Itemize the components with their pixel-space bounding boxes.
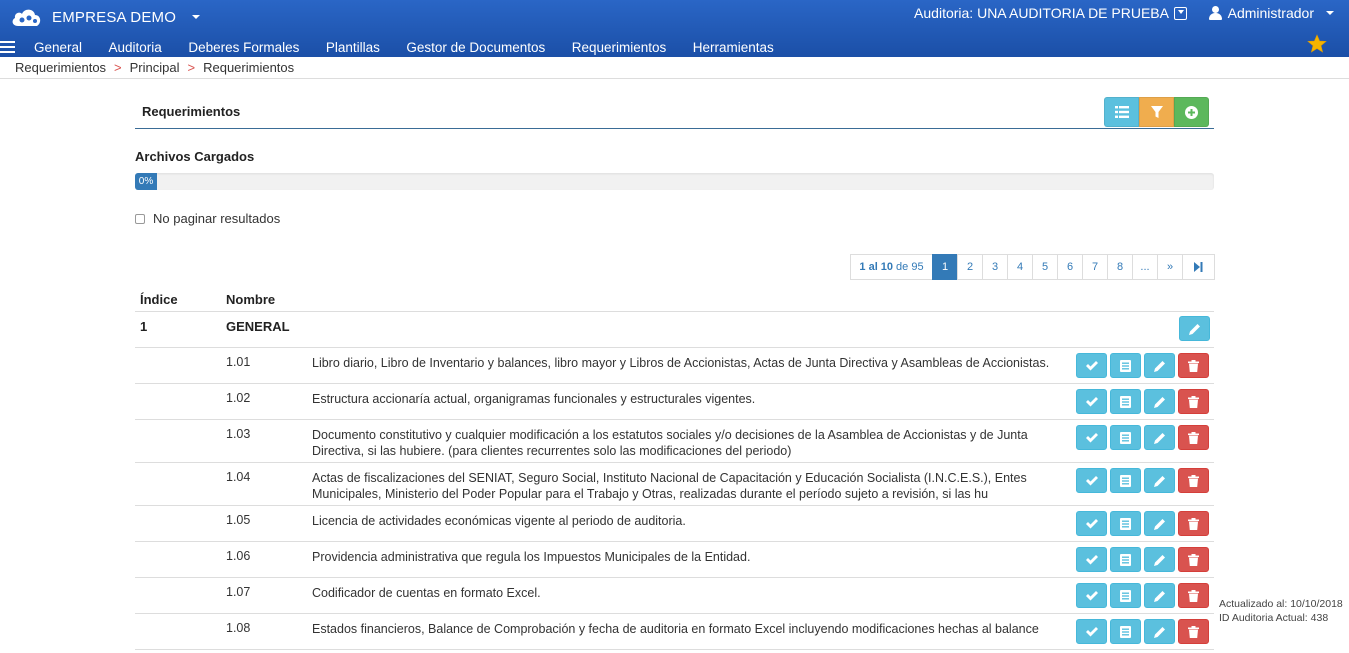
table-row — [135, 578, 1214, 614]
group-index: 1 — [140, 319, 148, 334]
table-row — [135, 614, 1214, 650]
column-header-name: Nombre — [226, 292, 276, 307]
delete-button[interactable] — [1178, 619, 1209, 644]
page-button[interactable]: 2 — [957, 254, 983, 280]
document-list-icon — [1120, 475, 1131, 487]
edit-button[interactable] — [1144, 353, 1175, 378]
delete-button[interactable] — [1178, 389, 1209, 414]
check-icon — [1086, 433, 1098, 443]
pencil-icon — [1154, 432, 1166, 444]
user-icon — [1209, 6, 1222, 20]
row-actions — [1076, 389, 1209, 414]
page-ellipsis[interactable]: ... — [1132, 254, 1158, 280]
edit-button[interactable] — [1144, 425, 1175, 450]
user-menu[interactable] — [1209, 5, 1334, 21]
document-list-icon — [1120, 432, 1131, 444]
table-row — [135, 506, 1214, 542]
check-icon — [1086, 627, 1098, 637]
audit-id: ID Auditoria Actual: 438 — [1219, 612, 1329, 624]
page-button[interactable]: 7 — [1082, 254, 1108, 280]
row-index: 1.06 — [226, 549, 251, 563]
trash-icon — [1188, 626, 1199, 638]
chevron-down-icon — [192, 15, 200, 19]
footer-info — [1219, 597, 1343, 625]
nav-item-deberes-formales[interactable]: Deberes Formales — [188, 39, 300, 55]
document-list-icon — [1120, 590, 1131, 602]
filter-icon — [1151, 106, 1163, 119]
details-button[interactable] — [1110, 619, 1141, 644]
row-description: Libro diario, Libro de Inventario y balances, libro mayor y Libros de Accionistas, Actas de Junta Directiva y Asambleas de Accionistas. — [312, 356, 1050, 370]
edit-group-button[interactable] — [1179, 316, 1210, 341]
pencil-icon — [1154, 396, 1166, 408]
row-index: 1.02 — [226, 391, 251, 405]
table-row — [135, 542, 1214, 578]
document-list-icon — [1120, 554, 1131, 566]
nav-item-auditoria[interactable]: Auditoria — [108, 39, 162, 55]
top-navbar — [0, 0, 1349, 57]
favorite-star-icon[interactable] — [1307, 34, 1327, 54]
chevron-down-icon — [1326, 11, 1334, 15]
pagination — [851, 254, 1215, 280]
menu-icon[interactable] — [0, 41, 15, 53]
pencil-icon — [1154, 554, 1166, 566]
pagination-range: 1 al 10 — [859, 261, 894, 273]
delete-button[interactable] — [1178, 511, 1209, 536]
plus-circle-icon — [1185, 106, 1198, 119]
delete-button[interactable] — [1178, 425, 1209, 450]
pencil-icon — [1154, 518, 1166, 530]
list-icon — [1115, 106, 1129, 118]
table-row — [135, 348, 1214, 384]
approve-button[interactable] — [1076, 583, 1107, 608]
panel-title: Requerimientos — [142, 104, 241, 119]
audit-selector[interactable] — [914, 5, 1187, 21]
details-button[interactable] — [1110, 511, 1141, 536]
row-actions — [1076, 425, 1209, 450]
trash-icon — [1188, 518, 1199, 530]
row-index: 1.03 — [226, 427, 251, 441]
approve-button[interactable] — [1076, 425, 1107, 450]
row-actions — [1076, 547, 1209, 572]
no-paginate-checkbox[interactable] — [135, 214, 145, 224]
trash-icon — [1188, 590, 1199, 602]
last-page-button[interactable] — [1182, 254, 1215, 280]
details-button[interactable] — [1110, 468, 1141, 493]
nav-item-requerimientos[interactable]: Requerimientos — [571, 39, 667, 55]
details-button[interactable] — [1110, 425, 1141, 450]
page-button[interactable]: 8 — [1107, 254, 1133, 280]
table-row — [135, 384, 1214, 420]
nav-item-gestor-documentos[interactable]: Gestor de Documentos — [406, 39, 546, 55]
row-actions — [1076, 619, 1209, 644]
uploaded-files-label: Archivos Cargados — [135, 149, 255, 164]
check-icon — [1086, 519, 1098, 529]
nav-item-herramientas[interactable]: Herramientas — [692, 39, 774, 55]
user-name: Administrador — [1227, 5, 1314, 21]
list-view-button[interactable] — [1104, 97, 1139, 127]
check-icon — [1086, 476, 1098, 486]
edit-button[interactable] — [1144, 547, 1175, 572]
panel-divider — [135, 128, 1214, 129]
pencil-icon — [1154, 360, 1166, 372]
updated-date: Actualizado al: 10/10/2018 — [1219, 598, 1343, 610]
row-index: 1.01 — [226, 355, 251, 369]
page-button[interactable]: 4 — [1007, 254, 1033, 280]
pencil-icon — [1154, 590, 1166, 602]
breadcrumb-item-current: Requerimientos — [203, 60, 295, 75]
audit-label: Auditoria: UNA AUDITORIA DE PRUEBA — [914, 5, 1169, 21]
group-name: GENERAL — [226, 319, 290, 334]
delete-button[interactable] — [1178, 547, 1209, 572]
check-icon — [1086, 591, 1098, 601]
no-paginate-label: No paginar resultados — [153, 211, 281, 226]
row-description: Licencia de actividades económicas vigente al periodo de auditoria. — [312, 514, 686, 528]
row-actions — [1076, 583, 1209, 608]
delete-button[interactable] — [1178, 468, 1209, 493]
approve-button[interactable] — [1076, 547, 1107, 572]
panel-toolbar — [1104, 97, 1209, 127]
company-name: EMPRESA DEMO — [52, 8, 177, 26]
row-actions — [1076, 511, 1209, 536]
document-list-icon — [1120, 360, 1131, 372]
delete-button[interactable] — [1178, 353, 1209, 378]
check-icon — [1086, 555, 1098, 565]
trash-icon — [1188, 360, 1199, 372]
pencil-icon — [1189, 323, 1201, 335]
document-list-icon — [1120, 396, 1131, 408]
row-actions — [1076, 468, 1209, 493]
pagination-total: de 95 — [896, 261, 924, 273]
page-button[interactable]: 3 — [982, 254, 1008, 280]
cloud-logo-icon — [10, 6, 42, 28]
row-index: 1.07 — [226, 585, 251, 599]
delete-button[interactable] — [1178, 583, 1209, 608]
progress-fill: 0% — [135, 173, 157, 190]
edit-button[interactable] — [1144, 619, 1175, 644]
add-button[interactable] — [1174, 97, 1209, 127]
trash-icon — [1188, 554, 1199, 566]
row-index: 1.08 — [226, 621, 251, 635]
row-description: Estados financieros, Balance de Comprobación y fecha de auditoria en formato Excel incluyendo modificaciones hechas al balance — [312, 622, 1039, 636]
chevron-right-icon: > — [114, 60, 122, 75]
pencil-icon — [1154, 475, 1166, 487]
breadcrumb-item[interactable]: Requerimientos — [15, 60, 107, 75]
trash-icon — [1188, 396, 1199, 408]
check-icon — [1086, 397, 1098, 407]
edit-button[interactable] — [1144, 511, 1175, 536]
details-button[interactable] — [1110, 547, 1141, 572]
page-button[interactable]: 5 — [1032, 254, 1058, 280]
row-description: Codificador de cuentas en formato Excel. — [312, 586, 541, 600]
breadcrumb-item[interactable]: Principal — [129, 60, 180, 75]
table-row — [135, 463, 1214, 506]
page-button[interactable]: 1 — [932, 254, 958, 280]
details-button[interactable] — [1110, 353, 1141, 378]
document-list-icon — [1120, 518, 1131, 530]
filter-button[interactable] — [1139, 97, 1174, 127]
approve-button[interactable] — [1076, 511, 1107, 536]
upload-progress-bar — [135, 173, 1214, 190]
row-description: Documento constitutivo y cualquier modificación a los estatutos sociales y/o decisiones de la Asamblea de Accionistas y de Junta Directiva, si las hubiere. (para clientes recurrentes solo las modificaciones del periodo) — [312, 428, 1028, 458]
caret-square-down-icon — [1174, 7, 1187, 20]
column-header-index: Índice — [140, 292, 178, 307]
chevron-right-icon: > — [187, 60, 196, 75]
approve-button[interactable] — [1076, 389, 1107, 414]
company-selector[interactable] — [10, 5, 200, 29]
approve-button[interactable] — [1076, 468, 1107, 493]
document-list-icon — [1120, 626, 1131, 638]
check-icon — [1086, 361, 1098, 371]
row-index: 1.05 — [226, 513, 251, 527]
row-description: Providencia administrativa que regula los Impuestos Municipales de la Entidad. — [312, 550, 751, 564]
edit-button[interactable] — [1144, 468, 1175, 493]
pagination-info — [850, 254, 933, 280]
row-description: Estructura accionaría actual, organigramas funcionales y estructurales vigentes. — [312, 392, 756, 406]
breadcrumb — [15, 60, 294, 75]
pencil-icon — [1154, 626, 1166, 638]
trash-icon — [1188, 432, 1199, 444]
step-forward-icon — [1194, 262, 1203, 272]
main-nav — [0, 37, 800, 57]
row-description: Actas de fiscalizaciones del SENIAT, Seguro Social, Instituto Nacional de Capacitación y Educación Socialista (I.N.C.E.S.), Entes Municipales, Ministerio del Poder Popular para el Trabajo y Otras, realizadas durante el período sujeto a revisión, si las hu — [312, 471, 1027, 501]
row-actions — [1076, 353, 1209, 378]
divider — [0, 78, 1349, 79]
group-row — [135, 312, 1214, 348]
trash-icon — [1188, 475, 1199, 487]
approve-button[interactable] — [1076, 619, 1107, 644]
page-button[interactable]: 6 — [1057, 254, 1083, 280]
row-index: 1.04 — [226, 470, 251, 484]
no-paginate-option[interactable] — [135, 211, 280, 226]
table-row — [135, 420, 1214, 463]
nav-item-plantillas[interactable]: Plantillas — [325, 39, 380, 55]
details-button[interactable] — [1110, 389, 1141, 414]
nav-item-general[interactable]: General — [34, 39, 83, 55]
edit-button[interactable] — [1144, 583, 1175, 608]
approve-button[interactable] — [1076, 353, 1107, 378]
next-page-button[interactable]: » — [1157, 254, 1183, 280]
edit-button[interactable] — [1144, 389, 1175, 414]
table-header — [135, 290, 1214, 312]
details-button[interactable] — [1110, 583, 1141, 608]
